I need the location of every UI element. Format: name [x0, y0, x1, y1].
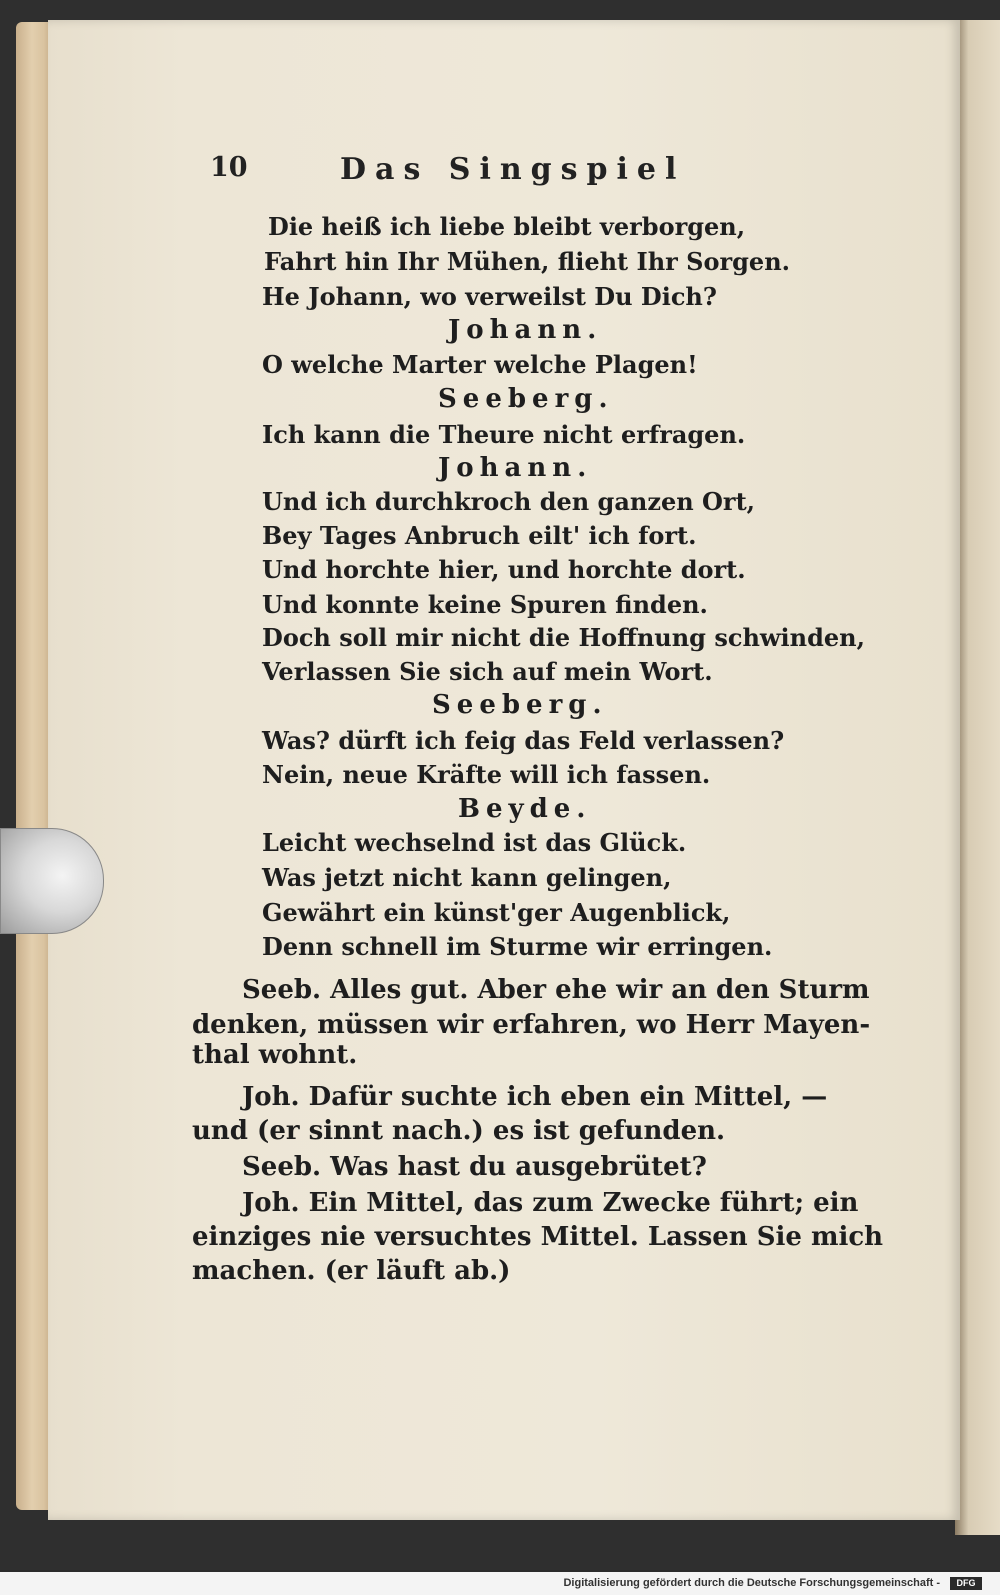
- verse-line: Was? dürft ich feig das Feld verlassen?: [262, 726, 785, 755]
- verse-line: Denn schnell im Sturme wir erringen.: [262, 932, 773, 961]
- running-head: [210, 152, 710, 192]
- verse-line: Und ich durchkroch den ganzen Ort,: [262, 487, 756, 516]
- speaker-label: Johann.: [448, 315, 603, 345]
- verse-line: O welche Marter welche Plagen!: [262, 350, 698, 379]
- prose-line: einziges nie versuchtes Mittel. Lassen Sie mich: [192, 1222, 884, 1252]
- verse-line: Gewährt ein künst'ger Augenblick,: [262, 898, 731, 927]
- verse-line: He Johann, wo verweilst Du Dich?: [262, 282, 717, 311]
- verse-line: Und horchte hier, und horchte dort.: [262, 555, 746, 584]
- prose-line: und (er sinnt nach.) es ist gefunden.: [192, 1116, 726, 1146]
- running-title: Das Singspiel: [340, 152, 686, 187]
- verse-line: Die heiß ich liebe bleibt verborgen,: [268, 212, 746, 241]
- verse-line: Ich kann die Theure nicht erfragen.: [262, 420, 746, 449]
- speaker-label: Seeberg.: [438, 384, 614, 414]
- page-clip: [0, 828, 104, 934]
- prose-line: thal wohnt.: [192, 1040, 358, 1070]
- verse-line: Leicht wechselnd ist das Glück.: [262, 828, 687, 857]
- verse-line: Was jetzt nicht kann gelingen,: [262, 863, 672, 892]
- verse-line: Bey Tages Anbruch eilt' ich fort.: [262, 521, 697, 550]
- footer-bar: [0, 1572, 1000, 1595]
- page-number: 10: [210, 152, 248, 183]
- verse-line: Fahrt hin Ihr Mühen, flieht Ihr Sorgen.: [264, 247, 790, 276]
- prose-line: Seeb. Alles gut. Aber ehe wir an den Sturm: [242, 975, 870, 1005]
- prose-line: Seeb. Was hast du ausgebrütet?: [242, 1152, 707, 1182]
- speaker-label: Beyde.: [458, 794, 592, 824]
- verse-line: Und konnte keine Spuren finden.: [262, 590, 708, 619]
- speaker-label: Seeberg.: [432, 690, 608, 720]
- verse-line: Nein, neue Kräfte will ich fassen.: [262, 760, 711, 789]
- funding-credit: Digitalisierung gefördert durch die Deutsche Forschungsgemeinschaft -: [563, 1577, 940, 1589]
- facing-page-edge: [955, 20, 1000, 1535]
- dfg-logo: DFG: [950, 1577, 982, 1590]
- verse-line: Verlassen Sie sich auf mein Wort.: [262, 657, 713, 686]
- prose-line: Joh. Dafür suchte ich eben ein Mittel, —: [242, 1082, 828, 1112]
- prose-line: Joh. Ein Mittel, das zum Zwecke führt; ein: [242, 1188, 859, 1218]
- verse-line: Doch soll mir nicht die Hoffnung schwinden,: [262, 623, 865, 652]
- prose-line: machen. (er läuft ab.): [192, 1256, 511, 1286]
- speaker-label: Johann.: [438, 453, 593, 483]
- prose-line: denken, müssen wir erfahren, wo Herr Mayen-: [192, 1010, 871, 1040]
